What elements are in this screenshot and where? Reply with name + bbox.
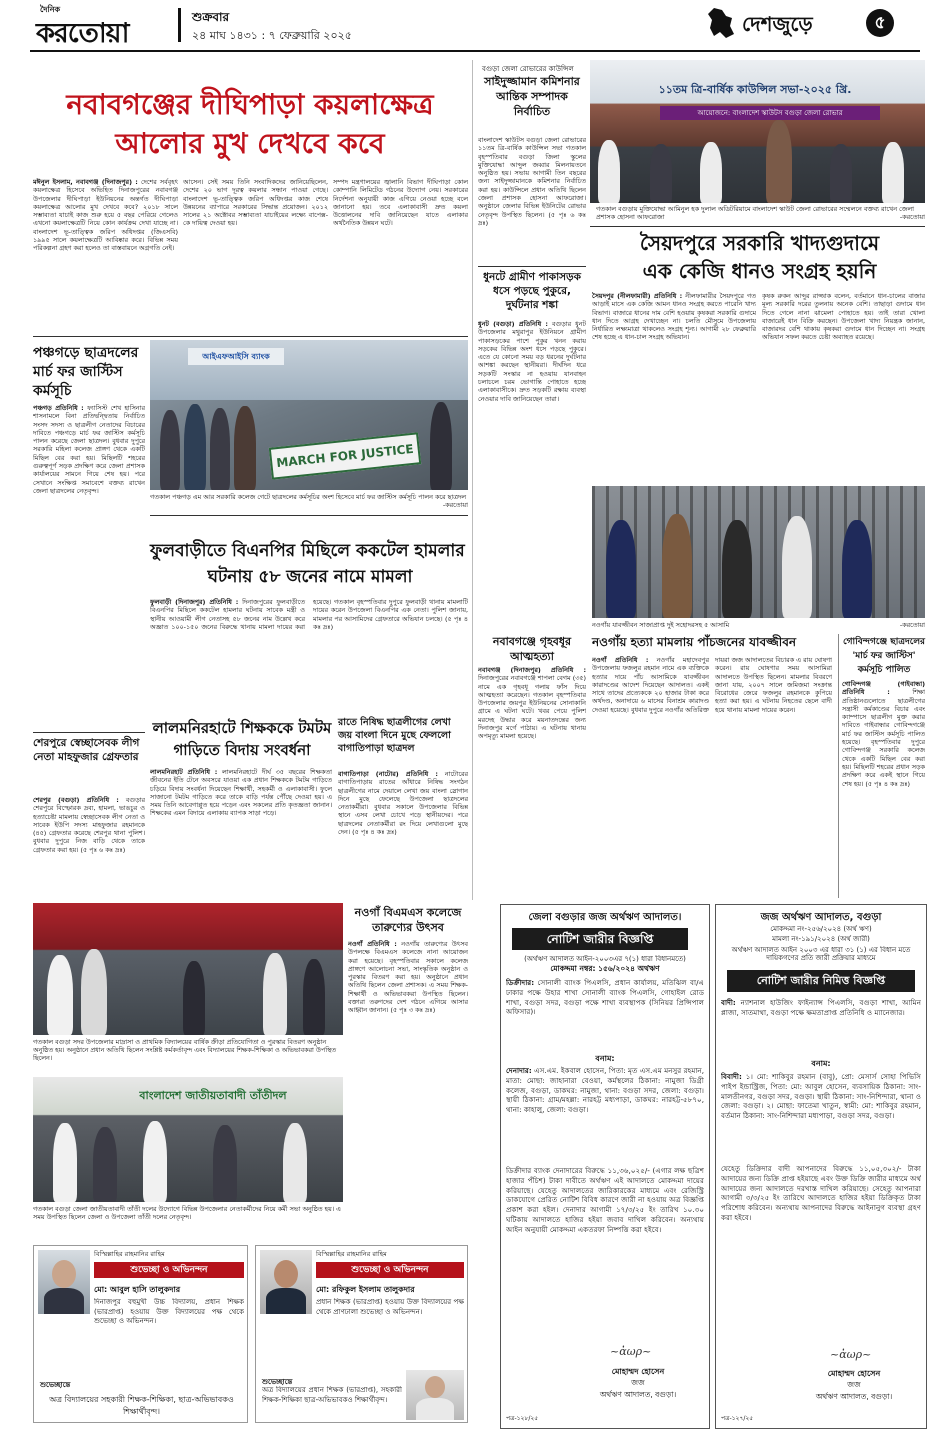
ad2-name: মো: রফিকুল ইসলাম তালুকদার [316, 1285, 415, 1294]
panchagarh-body [33, 404, 145, 729]
ad2-title: শুভেচ্ছা ও অভিনন্দন [316, 1262, 464, 1278]
pond-body-text: বগুড়ার ধুনট উপজেলার মথুরাপুর ইউনিয়নে গ্রামীণ পাকাসড়কের পাশে পুকুর খনন করায় সড়কের বিভিন্ন অংশ ধসে পড়ছে পুকুরে। এতে যে কোনো সময় বড় ধরনের দুর্ঘটনার আশঙ্কা করছেন স্থানীয়রা। দীর্ঘদিন ধরে সড়কটি সংস্কার না হওয়ায় যানবাহন চলাচলে চরম ভোগান্তি পোহাতে হচ্ছে এলাকাবাসীকে। দ্রুত সড়কটি রক্ষায় ব্যবস্থা নেওয়ার দাবি জানিয়েছেন তারা। [478, 320, 586, 403]
panchagarh-caption [150, 493, 468, 509]
notice2-plaintiff [721, 998, 921, 1054]
convicts-photo [592, 486, 925, 618]
logo-top: দৈনিক [40, 5, 61, 14]
separator [33, 336, 468, 337]
saidpur-body-a: নীলফামারীর সৈয়দপুরে গত আড়াই মাসে এক কেজি আমন ধানও সংগ্রহ করতে পারেনি খাদ্য বিভাগ। বাজারে ধানের দাম বেশি হওয়ায় কৃষকরা সরকারি গুদামে ধান দিতে আগ্রহ দেখাচ্ছেন না। চলতি মৌসুমে উপজেলায় নির্ধারিত লক্ষ্যমাত্রা থাকলেও সংগ্রহ শূন্য। আগামী ২৮ ফেব্রুয়ারি শেষ হচ্ছে এ ধান-চাল সংগ্রহ অভিযান। [592, 292, 756, 342]
scouts-stage-sub: আয়োজনে: বাংলাদেশ স্কাউটস বগুড়া জেলা রোভার [660, 106, 880, 120]
scouts-stage-banner: ১১তম ত্রি-বার্ষিক কাউন্সিল সভা-২০২৫ খ্রি. [658, 83, 852, 96]
notice1-case: মোকদ্দমা নম্বর: ১৫৬/২০২৪ অর্থঋণ [550, 965, 660, 973]
tatidal-photo [33, 1077, 343, 1202]
ad2-foot-label: শুভেচ্ছান্তে [262, 1378, 293, 1386]
gobindaganj-headline-3: কর্মসূচি পালিত [857, 665, 911, 675]
panchagarh-byline: পঞ্চগড় প্রতিনিধি : [33, 404, 84, 412]
nawabganj-gb-byline: নবাবগঞ্জ (দিনাজপুর) প্রতিনিধি : [478, 666, 586, 674]
naogaon-college-body [348, 940, 468, 1238]
scouts-caption [596, 205, 925, 223]
gobindaganj-body-text: শিক্ষা প্রতিষ্ঠানগুলোতে ছাত্রলীগের সন্ত্রাসী কর্মকাণ্ডের বিচার এবং ক্যাম্পাসে ছাত্রলীগ মুক্ত করার দাবিতে গাইবান্ধার গোবিন্দগঞ্জে মার্চ ফর জাস্টিস কর্মসূচি পালিত হয়েছে। বৃহস্পতিবার দুপুরে গোবিন্দগঞ্জ সরকারি কলেজ থেকে একটি মিছিল বের করা হয়। মিছিলটি শহরের প্রধান সড়ক প্রদক্ষিণ করে একই স্থানে গিয়ে শেষ হয়। (৫ পৃঃ ৪ কঃ দ্রঃ) [842, 688, 925, 788]
notice2-case2: মামলা নং-১৯১/২০২৪ (অর্থ জারী) [772, 935, 870, 943]
gobindaganj-body [842, 680, 925, 896]
separator [150, 515, 468, 516]
naogaon-college-byline: নওগাঁ প্রতিনিধি : [348, 940, 397, 948]
sherpur-body [33, 796, 145, 896]
tatidal-caption: গতকাল বগুড়া জেলা জাতীয়তাবাদী তাঁতী দলের উদ্যোগে বিভিন্ন উপজেলার নেতাকর্মীদের নিয়ে কর্মী সভা অনুষ্ঠিত হয়। এ সময় উপস্থিত ছিলেন জেলা ও উপজেলা তাঁতী দলের নেতৃবৃন্দ। [33, 1205, 341, 1221]
notice1-plaintiff-label: ডিক্রীদার: [506, 978, 535, 987]
notice2-plaintiff-text: ন্যাশনাল হাউজিং ফাইন্যান্স পিএলসি, বগুড়া শাখা, আমিন প্লাজা, সাতমাথা, বগুড়া পক্ষে ক্ষমতাপ্রাপ্ত প্রতিনিধি ও ম্যানেজার। [721, 998, 921, 1017]
page-number: ৫ [866, 9, 894, 37]
naogaon-college-headline: নওগাঁ বিএমএস কলেজে তারুণ্যের উৎসব [354, 906, 462, 934]
gobindaganj-byline: গোবিন্দগঞ্জ (গাইবান্ধা) প্রতিনিধি : [842, 680, 925, 697]
ad1-foot-label: শুভেচ্ছান্তে [40, 1381, 71, 1389]
pond-body [478, 320, 586, 500]
ad1-portrait [38, 1250, 90, 1314]
panchagarh-body-text: ফ্যাসিস্ট শেখ হাসিনার শাসনামলে বিনা প্রতিদ্বন্দ্বিতায় নির্বাচিত সংসদ সদস্য ও ছাত্রলীগ নেতাদের বিচারের দাবিতে পঞ্চগড়ে মার্চ ফর জাস্টিস কর্মসূচি পালন করেছে জেলা ছাত্রদল। বুধবার দুপুরে সরকারি মহিলা কলেজ প্রাঙ্গণ থেকে একটি মিছিল বের করা হয়। মিছিলটি শহরের গুরুত্বপূর্ণ সড়ক প্রদক্ষিণ করে জেলা প্রশাসক কার্যালয়ের সামনে গিয়ে শেষ হয়। পরে সেখানে সংক্ষিপ্ত সমাবেশে বক্তব্য রাখেন জেলা ছাত্রদলের নেতৃবৃন্দ। [33, 404, 145, 495]
notice2-defendant [721, 1072, 921, 1160]
lalmonirhat-body-text: লালমনিরহাটে দীর্ঘ ৩৫ বছরের শিক্ষকতা জীবনের ইতি টেনে অবসরে যাওয়া এক প্রধান শিক্ষককে টমটম গাড়িতে চড়িয়ে বিদায় সংবর্ধনা দিয়েছেন শিক্ষার্থী, সহকর্মী ও এলাকাবাসী। ফুলে সাজানো টমটম গাড়িতে করে তাকে বাড়ি পর্যন্ত পৌঁছে দেওয়া হয়। এ সময় তিনি আবেগাপ্লুত হয়ে পড়েন এবং সকলের প্রতি কৃতজ্ঞতা জানান। শিক্ষকের এমন বিদায়ে এলাকায় ব্যাপক সাড়া পড়ে। [150, 768, 332, 818]
ad1-title: শুভেচ্ছা ও অভিনন্দন [94, 1262, 244, 1278]
saidpur-column-1 [592, 292, 756, 482]
scouts-photo [590, 60, 925, 203]
award-photo-caption: গতকাল বগুড়া সদর উপজেলার মাদ্রাসা ও প্রাথমিক বিদ্যালয়ের বার্ষিক ক্রীড়া প্রতিযোগিতা ও পুরস্কার বিতরণ অনুষ্ঠান অনুষ্ঠিত হয়। অনুষ্ঠানে প্রধান অতিথি ছিলেন সংশ্লিষ্ট কর্মকর্তাবৃন্দ এবং বিদ্যালয়ের শিক্ষক-শিক্ষিকা ও অভিভাবকরা উপস্থিত ছিলেন। [33, 1038, 337, 1062]
notice1-court: জেলা বগুড়ার জজ অর্থঋণ আদালত। [528, 912, 682, 923]
saidpur-column-2: কৃষক রুকন আব্দুর রাজ্জাক বলেন, বর্তমানে ধান-চালের বাজার মূল্য সরকারি দরের তুলনায় অনেক বেশি। তাছাড়া গুদামে ধান দিতে গেলে নানা ঝামেলা পোহাতে হয়। তাই তারা খোলা বাজারেই ধান বিক্রি করছেন। উপজেলা খাদ্য নিয়ন্ত্রক জানান, বাজারদর বেশি থাকায় কৃষকরা গুদামে ধান দিচ্ছেন না। সংগ্রহ অভিযান সফল করতে চেষ্টা অব্যাহত রয়েছে। [762, 292, 925, 342]
murder-headline: নওগাঁয় হত্যা মামলায় পাঁচজনের যাবজ্জীবন [592, 635, 797, 649]
march-banner: MARCH FOR JUSTICE [269, 432, 422, 480]
murder-body-text: নওগাঁর মহাদেবপুর উপজেলায় ফজলুর রহমান নামে এক ব্যক্তিকে হত্যার দায়ে পাঁচ আসামিকে যাবজ্জীবন কারাদণ্ডের আদেশ দিয়েছেন আদালত। একই সাথে তাদের প্রত্যেককে ২০ হাজার টাকা করে অর্থদণ্ড, অনাদায়ে ৬ মাসের বিনাশ্রম কারাদণ্ড দেওয়া হয়েছে। বুধবার দুপুরে নওগাঁর অতিরিক্ত দায়রা জজ আদালতের বিচারক এ রায় ঘোষণা করেন। রায় ঘোষণার সময় আসামিরা আদালতে উপস্থিত ছিলেন। মামলার বিবরণে জানা যায়, ২০০৭ সালে জমিজমা সংক্রান্ত বিরোধের জেরে ফজলুর রহমানকে কুপিয়ে হত্যা করা হয়। এ ঘটনায় নিহতের ছেলে বাদী হয়ে থানায় মামলা দায়ের করেন। [592, 656, 832, 714]
lalmonirhat-body [150, 768, 332, 898]
convicts-caption [592, 621, 925, 631]
notice2-court: জজ অর্থঋণ আদালত, বগুড়া [760, 912, 882, 923]
notice2-ref: পত্র-১২৭/২৫ [721, 1415, 754, 1422]
notice2-para: যেহেতু ডিক্রিদার বাদী আপনাদের বিরুদ্ধে ১১,০৫,৩০২/- টাকা আদায়ের জন্য ডিক্রি প্রাপ্ত হইয়াছে এবং উক্ত ডিক্রি জারীর মাধ্যমে অর্থ আদায়ের জন্য আদালতে দরখাস্ত দাখিল করিয়াছে। সেহেতু আপনারা আগামী ৩/৩/২৫ ইং তারিখে আদালতে হাজির হইয়া ডিক্রিকৃত টাকা পরিশোধ করিবেন। অন্যথায় আপনাদের বিরুদ্ধে আইনানুগ ব্যবস্থা গ্রহণ করা হইবে। [721, 1164, 921, 1222]
murder-body [592, 656, 832, 898]
gobindaganj-headline-1: গোবিন্দগঞ্জে ছাত্রদলের [843, 637, 925, 647]
notice2-signer-role: জজ [847, 1380, 861, 1389]
masthead-divider [178, 8, 181, 42]
notice2-signature: ~ἀωρ~ [830, 1348, 872, 1361]
sherpur-headline: শেরপুরে স্বেচ্ছাসেবক লীগ নেতা মাহফুজার গ্রেফতার [33, 737, 140, 763]
masthead [0, 0, 945, 50]
ad1-body: দিনাজপুর বহুমুখী উচ্চ বিদ্যালয়, প্রধান শিক্ষক (ভারপ্রাপ্ত) হওয়ায় উক্ত বিদ্যালয়ের পক্ষ থেকে শুভেচ্ছা ও অভিনন্দন। [94, 1298, 244, 1325]
notice1-vs: বনাম: [595, 1054, 615, 1063]
column-rule [472, 60, 473, 900]
masthead-date: ২৪ মাঘ ১৪৩১ : ৭ ফেব্রুয়ারি ২০২৫ [192, 29, 352, 42]
notice1-signature: ~ἀωρ~ [610, 1345, 652, 1358]
fulbari-headline-2: ঘটনায় ৫৮ জনের নামে মামলা [207, 567, 413, 587]
lalmonirhat-headline-2: গাড়িতে বিদায় সংবর্ধনা [173, 741, 311, 759]
lead-column-2: আসেন। সেই সময় তিনি সংবাদিকদের জানিয়েছিলেন, দেশের ২০ ভাগ দূরত্ব কয়লার সন্ধান পাওয়া গেছে। বাংলাদেশ ভূ-তাত্ত্বিক জরিপ অধিদপ্তর কাজ শেষে উন্নয়নের ব্যাপারে সরকারের সিদ্ধান্ত প্রয়োজন। ২০১২ সালের ২১ অক্টোবর সম্ভাব্যতা যাচাইয়ের লক্ষ্যে বাপেক্স-কে দায়িত্ব দেওয়া হয়। [183, 178, 328, 228]
masthead-rule [30, 50, 920, 52]
photo-credit: -করতোয়া [899, 621, 925, 629]
pond-headline: ধুনটে গ্রামীণ পাকাসড়ক ধসে পড়ছে পুকুরে, দুর্ঘটনার শঙ্কা [483, 271, 581, 311]
notice2-vs: বনাম: [811, 1059, 831, 1068]
saidpur-headline-1: সৈয়দপুরে সরকারি খাদ্যগুদামে [639, 231, 880, 255]
fulbari-body [150, 598, 468, 716]
notice1-signer-office: অর্থঋণ আদালত, বগুড়া। [599, 1390, 677, 1399]
lead-headline-1: নবাবগঞ্জের দীঘিপাড়া কয়লাক্ষেত্র [66, 88, 434, 121]
notice2-defendant-text: ১। মো: শাকিবুর রহমান (বাবু), প্রো: মেসার্স সোহা পিভিসি পাইপ ইন্ডাস্ট্রিজ, পিতা: মো: আবুল হোসেন, ব্যবসায়িক ঠিকানা: সাং-মালতীনগর, বগুড়া সদর, বগুড়া। স্থায়ী ঠিকানা: সাং-নিশিন্দারা, থানা ও জেলা: বগুড়া। ২। মোছা: ফাতেমা খাতুন, স্বামী: মো: শাকিবুর রহমান, বর্তমান ঠিকানা: সাং-নিশিন্দারা মধ্যপাড়া, বগুড়া সদর, বগুড়া। [721, 1072, 921, 1121]
scouts-caption-text: গতকাল বগুড়ায় মুক্তিযোদ্ধা আমিনুল হক দুলাল অডিটরিয়ামে বাংলাদেশ স্কাউট জেলা রোভারের সম্মেলনে বক্তব্য রাখেন জেলা প্রশাসক হোসনা আফরোজা [596, 205, 914, 221]
ad1-top: বিস্মিল্লাহির রাহমানির রাহিম [94, 1250, 165, 1258]
notice1-para: ডিক্রীদার ব্যাংক দেনাদারের বিরুদ্ধে ১১,৩৬,০২৫/- (এগার লক্ষ ছত্রিশ হাজার পঁচিশ) টাকা দাবীতে অর্থঋণ এই আদালতে মোকদ্দমা দায়ের করিয়াছে। যেহেতু আদালতের জারিকারকের মাধ্যমে এবং রেজিস্ট্রি ডাকযোগে প্রেরিত নোটিশ বিবিধ কারণে জারী না হওয়ায় অত্র বিজ্ঞপ্তি প্রকাশ করা হইল। দেনাদার আগামী ১৭/৩/২৫ ইং তারিখ ১০.৩০ ঘটিকায় আদালতে হাজির হইয়া জবাব দাখিল করিবেন। অন্যথায় আইন অনুযায়ী মোকদ্দমা একতরফা নিষ্পত্তি করা হইবে। [506, 1166, 704, 1234]
award-photo [33, 903, 343, 1035]
notice2-law: অর্থঋণ আদালত আইন ২০০৩ এর ধারা ৩১ (১) এর বিধান মতে দায়িকগণের প্রতি জারী প্রক্রিয়ার মাধ্যমে [731, 946, 911, 963]
photo-credit: -করতোয়া [899, 213, 925, 221]
notice1-ref: পত্র-১২৮/২৫ [506, 1415, 539, 1422]
panchagarh-headline: পঞ্চগড়ে ছাত্রদলের মার্চ ফর জাস্টিস কর্মসূচি [33, 345, 139, 399]
naogaon-college-body-text: নওগাঁয় তারুণ্যের উৎসব উপলক্ষে বিএমএস কলেজে নানা আয়োজন করা হয়েছে। বৃহস্পতিবার সকালে কলেজ প্রাঙ্গণে আলোচনা সভা, সাংস্কৃতিক অনুষ্ঠান ও পুরস্কার বিতরণ করা হয়। অনুষ্ঠানে প্রধান অতিথি ছিলেন জেলা প্রশাসক। এ সময় শিক্ষক-শিক্ষার্থী ও অভিভাবকরা উপস্থিত ছিলেন। বক্তারা তরুণদের দেশ গঠনে এগিয়ে আসার আহ্বান জানান। (৫ পৃঃ ৩ কঃ দ্রঃ) [348, 940, 468, 1015]
notice2-signer-office: অর্থঋণ আদালত, বগুড়া। [815, 1392, 893, 1401]
lalmonirhat-headline-1: লালমনিরহাটে শিক্ষককে টমটম [152, 719, 332, 737]
notice1-law: (অর্থঋণ আদালত আইন-২০০৩এর ৭(১) ধারা বিধানমতে) [524, 955, 686, 963]
scouts-body: বাংলাদেশ স্কাউটস বগুড়া জেলা রোভারের ১১তম ত্রি-বার্ষিক কাউন্সিল সভা গতকাল বৃহস্পতিবার বগুড়া জিলা স্কুলের মুক্তিযোদ্ধা আব্দুল জব্বার মিলনায়তনে অনুষ্ঠিত হয়। সভায় আগামী তিন বছরের জন্য সাইদুজ্জামানকে কমিশনার নির্বাচিত করা হয়। কাউন্সিলে প্রধান অতিথি ছিলেন জেলা প্রশাসক হোসনা আফরোজা। অনুষ্ঠানে জেলার বিভিন্ন ইউনিটের রোভার নেতৃবৃন্দ উপস্থিত ছিলেন। (৫ পৃঃ ৬ কঃ দ্রঃ) [478, 136, 586, 227]
newspaper-logo: করতোয়া [36, 18, 129, 49]
fulbari-body-text: দিনাজপুরের ফুলবাড়ীতে বিএনপির মিছিলে ককটেল হামলার ঘটনায় সাবেক মন্ত্রী ও স্থানীয় আওয়ামী লীগ নেতাসহ ৫৮ জনের নাম উল্লেখ করে অজ্ঞাত ১০০-১৫০ জনের বিরুদ্ধে থানায় মামলা দায়ের করা হয়েছে। গতকাল বৃহস্পতিবার দুপুরে ফুলবাড়ী থানায় মামলাটি দায়ের করেন উপজেলা বিএনপির এক নেতা। পুলিশ জানায়, মামলার পর আসামিদের গ্রেফতারে অভিযান চলছে। (৫ পৃঃ ৪ কঃ দ্রঃ) [150, 598, 468, 631]
nawabganj-gb-body-text: দিনাজপুরের নবাবগঞ্জে শাপলা বেগম (৩৫) নামে এক গৃহবধূ গলায় ফাঁস দিয়ে আত্মহত্যা করেছেন। গতকাল বৃহস্পতিবার উপজেলার জয়পুর ইউনিয়নের সোনাকানি গ্রামে এ ঘটনা ঘটে। খবর পেয়ে পুলিশ মরদেহ উদ্ধার করে ময়নাতদন্তের জন্য দিনাজপুর মর্গে পাঠায়। এ ঘটনায় থানায় অপমৃত্যু মামলা হয়েছে। [478, 674, 586, 741]
scouts-kicker: বগুড়া জেলা রোভারের কাউন্সিল [482, 65, 574, 73]
notice2-signer: মোহাম্মদ হোসেন [827, 1369, 881, 1378]
notice2-defendant-label: বিবাদী: [721, 1072, 742, 1081]
nawabganj-gb-headline: নবাবগঞ্জে গৃহবধূর আত্মহত্যা [492, 635, 572, 663]
murder-byline: নওগাঁ প্রতিনিধি : [592, 656, 649, 664]
notice1-plaintiff [506, 978, 704, 1050]
notice1-defendant-text: এস.এম. ইকবাল হোসেন, পিতা: মৃত এস.এম মনসুর রহমান, মাতা: মোছা: জাহানারা বেওয়া, কর্মস্থলের ঠিকানা: নামুজা ডিগ্রী কলেজ, বগুড়া, ডাকঘর: নামুজা, থানা: বগুড়া সদর, জেলা: বগুড়া। স্থায়ী ঠিকানা: গ্রাম/মহল্লা: নারহট্ট মধ্যপাড়া, ডাকঘর: নারহট্ট-৫৮৭০, থানা: কাহালু, জেলা: বগুড়া। [506, 1066, 704, 1115]
greeting-ad-1 [33, 1245, 248, 1423]
lead-column-1 [33, 178, 178, 323]
bank-sign: আইএফআইসি ব্যাংক [188, 348, 284, 365]
ad2-small-portrait [406, 1370, 464, 1420]
lead-body-a: দেশের সর্ববৃহৎ কয়লাক্ষেত্র হিসেবে অভিহিত দিনাজপুরের নবাবগঞ্জ উপজেলার দীঘিপাড়া ইউনিয়নের অন্তর্গত দীঘিপাড়া কয়লাক্ষেত্র আলোর মুখ দেখবে কবে? ২০১৮ সালে সম্ভাব্যতা যাচাই কাজ শুরু হয়ে ৫ বছর পেরিয়ে গেলেও এখনো কয়লাক্ষেত্রটি নিয়ে কোন কার্যক্রম দেখা যাচ্ছে না। বাংলাদেশ ভূ-তাত্ত্বিক জরিপ অধিদপ্তর (জিএসবি) ১৯৯৫ সালে কয়লাক্ষেত্রটি আবিষ্কার করে। বিভিন্ন সময় পরিকল্পনা গ্রহণ করা হলেও তা বাস্তবায়নে অগ্রগতি নেই। [33, 178, 178, 253]
notice1-defendant-label: দেনাদার: [506, 1066, 532, 1075]
notice1-signer: মোহাম্মদ হোসেন [611, 1367, 665, 1376]
convicts-caption-text: নওগাঁয় যাবজ্জীবন সাজাপ্রাপ্ত দুই সহোদরসহ ৫ আসামি [592, 621, 730, 629]
sherpur-body-text: বগুড়ার শেরপুরে বিস্ফোরক দ্রব্য, হামলা, ভাঙচুর ও হত্যাচেষ্টা মামলায় স্বেচ্ছাসেবক লীগ নেতা ও সাবেক ইউপি সদস্য মাহফুজার রহমানকে (৪৫) গ্রেফতার করেছে শেরপুর থানা পুলিশ। বুধবার দুপুরে নিজ বাড়ি থেকে তাকে গ্রেফতার করা হয়। (৫ পৃঃ ৬ কঃ দ্রঃ) [33, 796, 145, 854]
tatidal-banner: বাংলাদেশ জাতীয়তাবাদী তাঁতীদল [139, 1089, 287, 1102]
pond-byline: ধুনট (বগুড়া) প্রতিনিধি : [478, 320, 548, 328]
saidpur-byline: সৈয়দপুর (নীলফামারী) প্রতিনিধি : [592, 292, 683, 300]
sherpur-byline: শেরপুর (বগুড়া) প্রতিনিধি : [33, 796, 119, 804]
lead-headline-2: আলোর মুখ দেখবে কবে [115, 127, 385, 160]
notice1-plaintiff-text: সোনালী ব্যাংক পিএলসি, প্রধান কার্যালয়, মতিঝিল বা/এ ঢাকার পক্ষে উহার শাখা সোনালী ব্যাংক পিএলসি, গোহাইল রোড শাখা, বগুড়া সদর, বগুড়া পক্ষে শাখা ব্যবস্থাপক (সিনিয়র প্রিন্সিপাল অফিসার)। [506, 978, 704, 1017]
bagatipara-byline: বাগাতিপাড়া (নাটোর) প্রতিনিধি : [338, 770, 438, 778]
bagatipara-headline: রাতে নিষিদ্ধ ছাত্রলীগের লেখা জয় বাংলা দিনে মুছে ফেললো বাগাতিপাড়া ছাত্রদল [338, 717, 451, 754]
notice2-title: নোটিশ জারীর নিমিত্ত বিজ্ঞপ্তি [727, 970, 915, 992]
separator [478, 266, 586, 267]
lead-column-3: সম্পদ মন্ত্রণালয়ের জ্বালানি বিভাগ দীঘিপাড়া কোল কোম্পানি লিমিটেড গঠনের উদ্যোগ নেয়। সরকারের নির্দেশনা অনুযায়ী কাজ এগিয়ে নেওয়া হচ্ছে বলে জানানো হয়। তবে এলাকাবাসী দ্রুত কয়লা উত্তোলনের দাবি জানিয়েছেন যাতে এলাকার অর্থনৈতিক উন্নয়ন ঘটে। [333, 178, 468, 228]
ad2-portrait [260, 1250, 312, 1314]
gobindaganj-headline-2: 'মার্চ ফর জাস্টিস' [852, 651, 916, 661]
saidpur-headline-2: এক কেজি ধানও সংগ্রহ হয়নি [642, 259, 877, 283]
bagatipara-body [338, 770, 468, 898]
ad2-top: বিস্মিল্লাহির রাহমানির রাহিম [316, 1250, 387, 1258]
ad2-body: প্রধান শিক্ষক (ভারপ্রাপ্ত) হওয়ায় উক্ত বিদ্যালয়ের পক্ষ থেকে প্রাণঢালা শুভেচ্ছা ও অভিনন্দন। [316, 1298, 464, 1316]
separator [33, 732, 145, 733]
nawabganj-gb-body [478, 666, 586, 898]
notice2-case: মোকদ্দমা নং-২৫৬/২০২৪ (অর্থ ঋণ) [770, 925, 872, 933]
ad1-footer: অত্র বিদ্যালয়ের সহকারী শিক্ষক-শিক্ষিকা, ছাত্র-অভিভাবকও শিক্ষার্থীবৃন্দ। [49, 1395, 234, 1416]
lead-byline: মঈনুল ইসলাম, নবাবগঞ্জ (দিনাজপুর) : [33, 178, 138, 186]
notice1-title: নোটিশ জারীর বিজ্ঞপ্তি [512, 928, 688, 950]
ad1-name: মো: আবুল হাসি তালুকদার [94, 1285, 181, 1294]
greeting-ad-2 [255, 1245, 468, 1423]
panchagarh-photo [150, 340, 468, 490]
bangladesh-map-icon [706, 6, 736, 40]
masthead-day: শুক্রবার [192, 10, 230, 24]
fulbari-headline-1: ফুলবাড়ীতে বিএনপির মিছিলে ককটেল হামলার [150, 541, 465, 561]
lalmonirhat-byline: লালমনিরহাট প্রতিনিধি : [150, 768, 218, 776]
section-title: দেশজুড়ে [742, 12, 813, 36]
panchagarh-caption-text: গতকাল পঞ্চগড় এম আর সরকারি কলেজ গেটে ছাত্রদলের কর্মসূচির অংশ হিসেবে মার্চ ফর জাস্টিস কর্মসূচি পালন করে ছাত্রদল [150, 493, 467, 501]
scouts-headline: সাইদুজ্জামান কমিশনার আন্তিক সম্পাদক নির্বাচিত [484, 75, 580, 118]
ad2-footer: অত্র বিদ্যালয়ের প্রধান শিক্ষক (ভারপ্রাপ্ত), সহকারী শিক্ষক-শিক্ষিকা ছাত্র-অভিভাবকও শিক্ষার্থীবৃন্দ। [262, 1386, 402, 1404]
fulbari-byline: ফুলবাড়ী (দিনাজপুর) প্রতিনিধি : [150, 598, 239, 606]
notice2-plaintiff-label: বাদী: [721, 998, 736, 1007]
photo-credit: -করতোয়া [442, 501, 468, 509]
bagatipara-body-text: নাটোরের বাগাতিপাড়ায় রাতের আঁধারে নিষিদ্ধ সংগঠন ছাত্রলীগের নামে দেয়ালে লেখা জয় বাংলা স্লোগান দিনে মুছে ফেলেছে উপজেলা ছাত্রদলের নেতাকর্মীরা। বুধবার সকালে উপজেলার বিভিন্ন স্থানে এসব লেখা চোখে পড়ে স্থানীয়দের। পরে ছাত্রদলের নেতাকর্মীরা রং দিয়ে লেখাগুলো মুছে দেন। (৫ পৃঃ ৪ কঃ দ্রঃ) [338, 770, 468, 837]
separator [590, 226, 925, 227]
notice1-signer-role: জজ [631, 1378, 645, 1387]
notice1-defendant [506, 1066, 704, 1162]
